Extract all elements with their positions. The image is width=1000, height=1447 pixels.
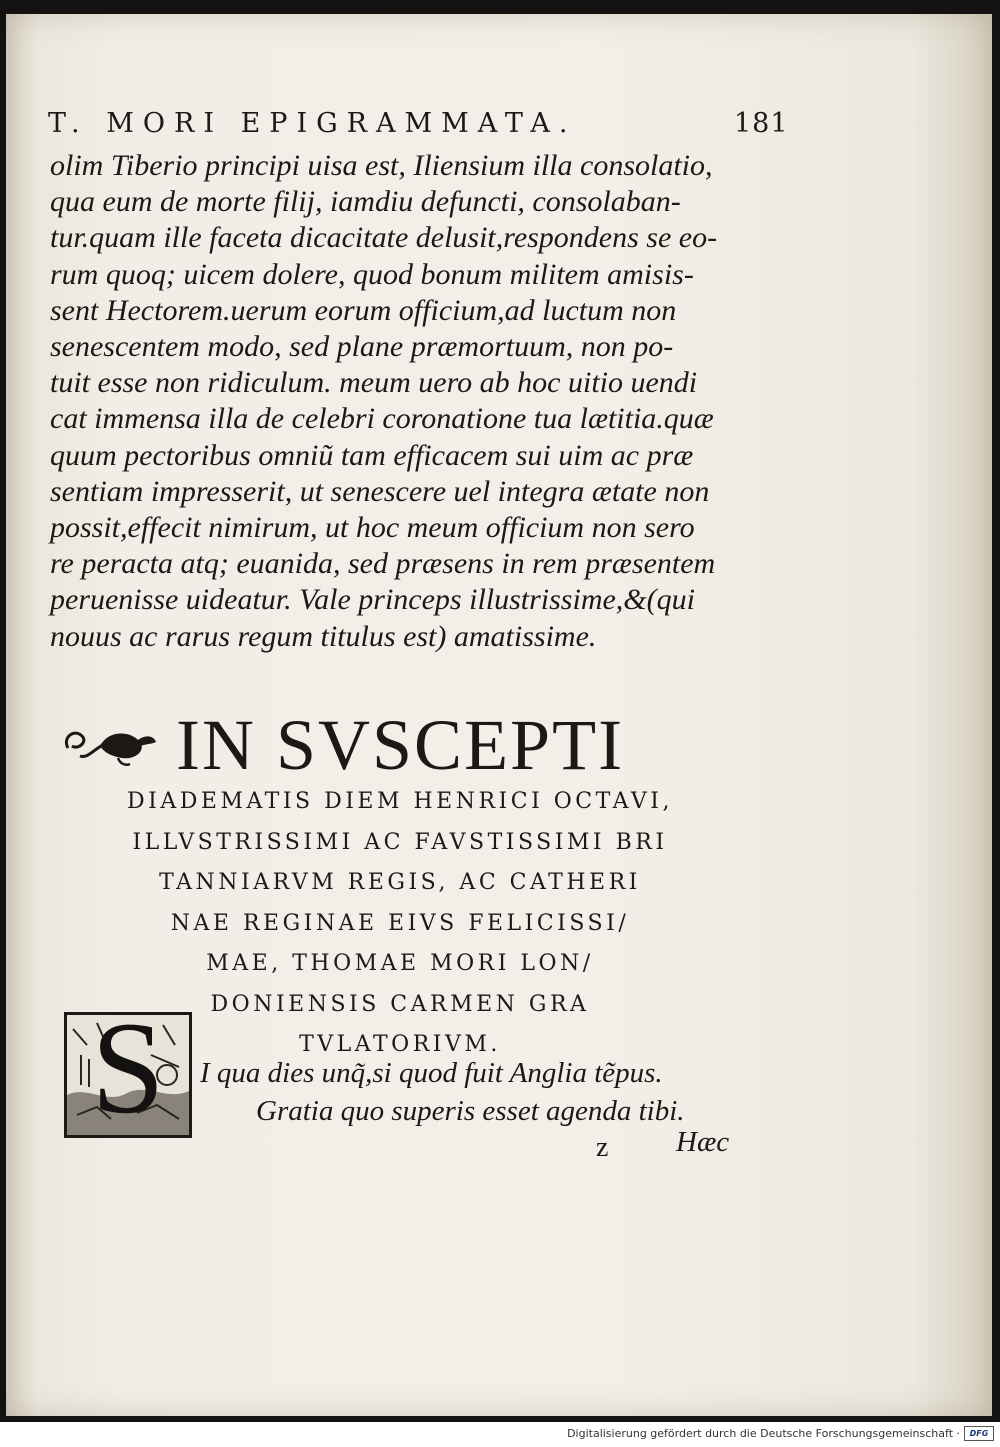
- text-line: sentiam impresserit, ut senescere uel integra ætate non: [50, 474, 710, 508]
- text-line: peruenisse uideatur. Vale princeps illustrissime,&(qui: [50, 583, 695, 617]
- text-line: nouus ac rarus regum titulus est) amatissime.: [50, 619, 597, 653]
- text-line: re peracta atq; euanida, sed præsens in rem præsentem: [50, 547, 716, 581]
- footer-bar: [0, 1422, 1000, 1447]
- subtitle-line: TANNIARVM REGIS, AC CATHERI: [159, 870, 641, 895]
- text-line: qua eum de morte filij, iamdiu defuncti, consolaban-: [50, 185, 681, 219]
- text-line: tur.quam ille faceta dicacitate delusit,respondens se eo-: [50, 221, 718, 255]
- text-line: tuit esse non ridiculum. meum uero ab hoc uitio uendi: [50, 366, 698, 400]
- subtitle-line: MAE, THOMAE MORI LON/: [206, 951, 594, 976]
- poem-verse: [200, 1054, 685, 1130]
- poem-title-main: IN SVSCEPTI: [176, 705, 625, 785]
- funding-credit: Digitalisierung gefördert durch die Deutsche Forschungsgemeinschaft ·: [567, 1427, 960, 1440]
- text-line: possit,effecit nimirum, ut hoc meum officium non sero: [50, 511, 695, 545]
- catchword: Hæc: [676, 1126, 730, 1158]
- text-line: cat immensa illa de celebri coronatione tua lætitia.quæ: [50, 402, 714, 436]
- drop-cap-letter: S: [91, 1012, 165, 1138]
- fleuron-ornament-icon: [60, 720, 160, 770]
- subtitle-line: ILLVSTRISSIMI AC FAVSTISSIMI BRI: [132, 829, 668, 855]
- subtitle-line: DONIENSIS CARMEN GRA: [210, 991, 590, 1017]
- text-line: olim Tiberio principi uisa est, Iliensium illa consolatio,: [50, 149, 713, 182]
- verse-line: I qua dies unq̃,si quod fuit Anglia tẽpus.: [200, 1057, 663, 1089]
- text-line: quum pectoribus omniũ tam efficacem sui uim ac præ: [50, 438, 694, 472]
- dfg-logo: DFG: [964, 1426, 994, 1441]
- verse-line: Gratia quo superis esset agenda tibi.: [256, 1095, 685, 1127]
- text-line: sent Hectorem.uerum eorum officium,ad luctum non: [50, 293, 677, 327]
- subtitle-line: TVLATORIVM.: [299, 1032, 501, 1057]
- signature-mark: z: [596, 1132, 609, 1163]
- text-line: rum quoq; uicem dolere, quod bonum militem amisis-: [50, 257, 694, 291]
- poem-title-heading: [60, 705, 740, 792]
- subtitle-line: NAE REGINAE EIVS FELICISSI/: [170, 910, 630, 936]
- text-line: senescentem modo, sed plane præmortuum, non po-: [50, 330, 674, 364]
- running-head: T. MORI EPIGRAMMATA.: [48, 108, 577, 139]
- woodcut-initial: [64, 1012, 192, 1138]
- page-number: 181: [734, 108, 789, 139]
- prose-paragraph: [50, 148, 740, 655]
- subtitle-line: DIADEMATIS DIEM HENRICI OCTAVI,: [127, 789, 673, 814]
